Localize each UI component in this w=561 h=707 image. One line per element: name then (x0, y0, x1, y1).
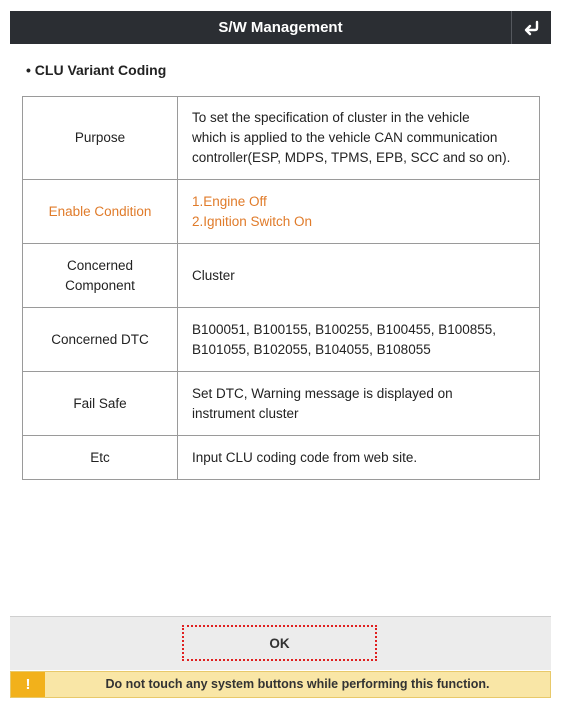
page-title: S/W Management (218, 19, 343, 36)
section-heading: • CLU Variant Coding (26, 62, 167, 78)
row-value-fail-safe (178, 372, 540, 436)
value-line: which is applied to the vehicle CAN communication (192, 130, 498, 145)
value-line: B100051, B100155, B100255, B100455, B100855, (192, 321, 497, 337)
info-table (22, 96, 540, 480)
row-value-purpose (178, 97, 540, 180)
label-line: Etc (90, 449, 110, 465)
footer-bar (10, 616, 551, 670)
value-line: B101055, B102055, B104055, B108055 (192, 341, 431, 357)
row-label-fail-safe (23, 372, 178, 436)
row-value-etc (178, 436, 540, 480)
row-label-concerned-component (23, 244, 178, 308)
value-line: 2.Ignition Switch On (192, 213, 313, 229)
warning-icon: ! (11, 672, 45, 697)
label-line: Enable Condition (48, 203, 152, 219)
value-line: controller(ESP, MDPS, TPMS, EPB, SCC and so on). (192, 150, 511, 165)
label-line: Purpose (74, 130, 126, 145)
label-line: Component (65, 277, 135, 293)
row-value-enable-condition (178, 180, 540, 244)
table-row (23, 180, 540, 244)
table-row (23, 372, 540, 436)
value-line: To set the specification of cluster in the vehicle (192, 110, 470, 125)
label-line: Concerned (66, 257, 134, 273)
warning-banner (10, 671, 551, 698)
row-label-enable-condition (23, 180, 178, 244)
value-line: Input CLU coding code from web site. (192, 449, 418, 465)
title-bar (10, 11, 551, 44)
label-line: Fail Safe (73, 395, 127, 411)
return-arrow-icon (523, 20, 541, 36)
value-line: instrument cluster (192, 405, 299, 421)
warning-message: Do not touch any system buttons while performing this function. (105, 677, 490, 691)
row-label-etc (23, 436, 178, 480)
ok-button[interactable]: OK (182, 625, 377, 661)
value-line: 1.Engine Off (192, 193, 267, 209)
row-value-concerned-component (178, 244, 540, 308)
value-line: Cluster (192, 267, 235, 283)
table-row (23, 97, 540, 180)
table-row (23, 308, 540, 372)
row-label-concerned-dtc (23, 308, 178, 372)
value-line: Set DTC, Warning message is displayed on (192, 385, 453, 401)
table-row (23, 436, 540, 480)
row-label-purpose (23, 97, 178, 180)
row-value-concerned-dtc (178, 308, 540, 372)
back-button[interactable] (511, 11, 551, 44)
label-line: Concerned DTC (51, 331, 149, 347)
table-row (23, 244, 540, 308)
